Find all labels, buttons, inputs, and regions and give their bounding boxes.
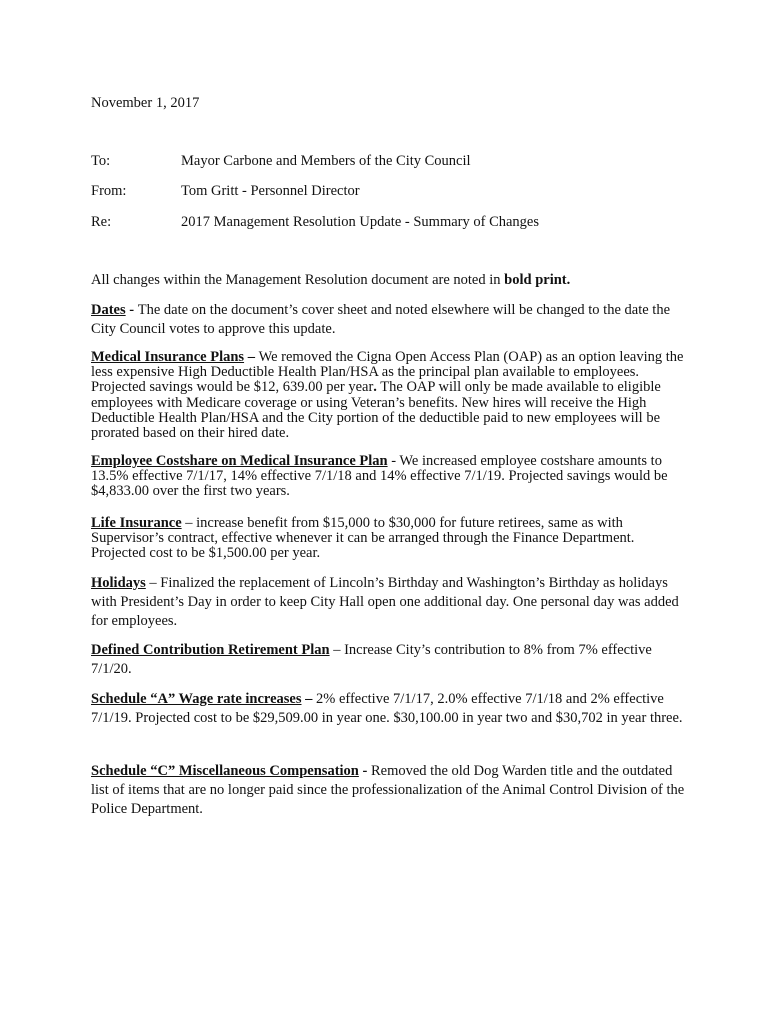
section-heading: Schedule “A” Wage rate increases xyxy=(91,691,302,707)
section-separator: – xyxy=(145,575,161,591)
section-heading: Dates xyxy=(91,302,126,318)
section-separator: - xyxy=(358,763,371,779)
section-body: The date on the document’s cover sheet and noted elsewhere will be changed to the date the City Council votes to approve this update. xyxy=(91,302,671,337)
section-body-bold: . xyxy=(373,379,377,396)
section-schedule-c xyxy=(91,762,691,819)
section-heading: Life Insurance xyxy=(91,515,182,531)
intro-paragraph xyxy=(91,271,691,290)
section-separator: - xyxy=(125,302,138,318)
section-schedule-a xyxy=(91,690,691,728)
section-dates xyxy=(91,301,691,339)
section-body: Finalized the replacement of Lincoln’s Birthday and Washington’s Birthday as holidays with President’s Day in order to keep City Hall open one additional day. One personal day was added for employees. xyxy=(91,575,679,629)
to-value: Mayor Carbone and Members of the City Council xyxy=(181,153,471,169)
re-value: 2017 Management Resolution Update - Summary of Changes xyxy=(181,214,540,230)
section-heading: Schedule “C” Miscellaneous Compensation xyxy=(91,763,359,779)
section-body: 2% effective 7/1/17, 2.0% effective 7/1/18 and 2% effective 7/1/19. Projected cost to be $29,509.00 in year one. $30,100.00 in year two and $30,702 in year three. xyxy=(91,691,683,726)
section-separator: – xyxy=(329,642,345,658)
section-body: Increase City’s contribution to 8% from 7% effective 7/1/20. xyxy=(91,642,652,677)
section-defined-contribution xyxy=(91,641,691,679)
from-label: From: xyxy=(91,183,127,199)
section-separator: – xyxy=(301,691,316,707)
section-separator: - xyxy=(387,453,400,469)
section-life-insurance xyxy=(91,516,691,562)
section-body-continued: The OAP will only be made available to eligible employees with Medicare coverage or using Veteran’s benefits. New hires will receive the High Deductible Health Plan/HSA and the City portion of the deductible paid to new employees will be prorated based on their hired date. xyxy=(91,379,661,442)
re-label: Re: xyxy=(91,214,112,230)
section-employee-costshare xyxy=(91,454,691,500)
section-body: We removed the Cigna Open Access Plan (OAP) as an option leaving the less expensive High Deductible Health Plan/HSA as the principal plan available to employees. Projected savings would be $12, 639.00 per year xyxy=(91,349,684,396)
section-body: increase benefit from $15,000 to $30,000 for future retirees, same as with Supervisor’s contract, effective whenever it can be arranged through the Finance Department. Projected cost to be $1,500.00 per year. xyxy=(91,515,635,562)
section-body: Removed the old Dog Warden title and the outdated list of items that are no longer paid since the professionalization of the Animal Control Division of the Police Department. xyxy=(91,763,685,817)
intro-text: All changes within the Management Resolution document are noted in xyxy=(91,272,505,288)
section-separator: – xyxy=(244,349,259,365)
memo-date: November 1, 2017 xyxy=(91,95,200,111)
section-holidays xyxy=(91,574,691,631)
section-heading: Employee Costshare on Medical Insurance Plan xyxy=(91,453,388,469)
section-body: We increased employee costshare amounts to 13.5% effective 7/1/17, 14% effective 7/1/18 and 14% effective 7/1/19. Projected savings would be $4,833.00 over the first two years. xyxy=(91,453,668,500)
section-heading: Holidays xyxy=(91,575,146,591)
section-medical-insurance-plans xyxy=(91,350,691,441)
section-heading: Medical Insurance Plans xyxy=(91,349,245,365)
section-separator: – xyxy=(181,515,197,531)
intro-bold-text: bold print. xyxy=(504,272,571,288)
from-value: Tom Gritt - Personnel Director xyxy=(181,183,360,199)
to-label: To: xyxy=(91,153,111,169)
section-heading: Defined Contribution Retirement Plan xyxy=(91,642,330,658)
